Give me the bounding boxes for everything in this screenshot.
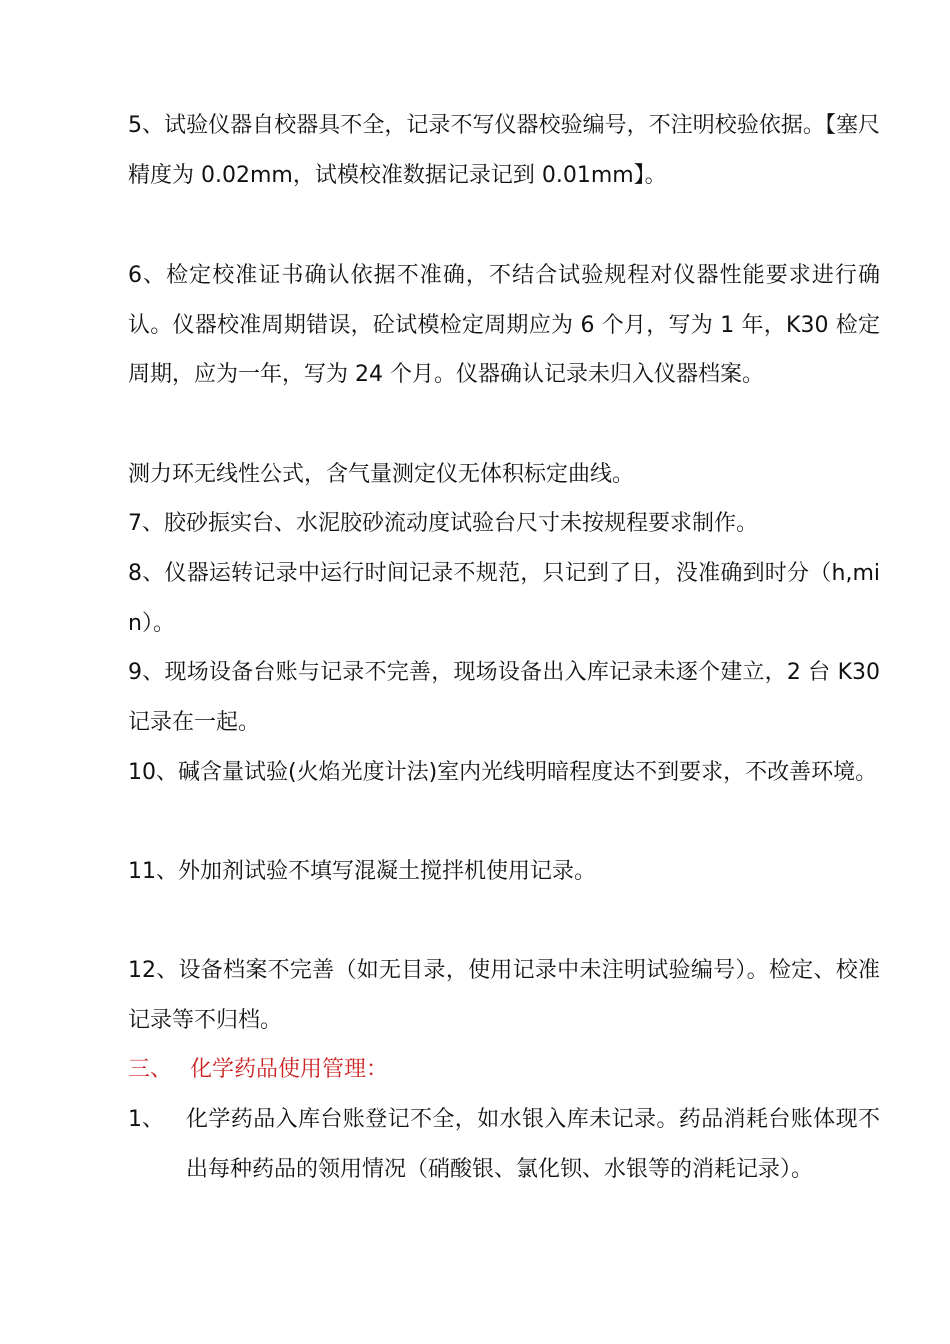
list-item <box>128 1095 880 1194</box>
section-heading <box>128 1045 880 1095</box>
paragraph-item-11: 11、外加剂试验不填写混凝土搅拌机使用记录。 <box>128 859 596 884</box>
paragraph-item-12: 12、设备档案不完善（如无目录，使用记录中未注明试验编号）。检定、校准记录等不归档。 <box>128 958 880 1033</box>
paragraph-item-6-continued: 测力环无线性公式，含气量测定仪无体积标定曲线。 <box>128 462 635 487</box>
list-item-text: 化学药品入库台账登记不全，如水银入库未记录。药品消耗台账体现不出每种药品的领用情况（硝酸银、氯化钡、水银等的消耗记录）。 <box>186 1107 880 1182</box>
paragraph-item-6: 6、检定校准证书确认依据不准确，不结合试验规程对仪器性能要求进行确认。仪器校准周期错误，砼试模检定周期应为 6 个月，写为 1 年，K30 检定周期，应为一年，写为 24 个月。仪器确认记录未归入仪器档案。 <box>128 263 880 387</box>
list-item-number: 1、 <box>128 1107 164 1132</box>
paragraph-item-10: 10、碱含量试验(火焰光度计法)室内光线明暗程度达不到要求，不改善环境。 <box>128 760 878 785</box>
section-title: 化学药品使用管理： <box>190 1057 389 1082</box>
paragraph-item-7: 7、胶砂振实台、水泥胶砂流动度试验台尺寸未按规程要求制作。 <box>128 511 758 536</box>
section-number: 三、 <box>128 1057 173 1082</box>
paragraph-item-9: 9、现场设备台账与记录不完善，现场设备出入库记录未逐个建立，2 台 K30 记录在一起。 <box>128 660 880 735</box>
paragraph-item-8: 8、仪器运转记录中运行时间记录不规范，只记到了日，没准确到时分（h,min）。 <box>128 561 880 636</box>
paragraph-item-5: 5、试验仪器自校器具不全，记录不写仪器校验编号，不注明校验依据。【塞尺精度为 0.02mm，试模校准数据记录记到 0.01mm】。 <box>128 113 880 188</box>
